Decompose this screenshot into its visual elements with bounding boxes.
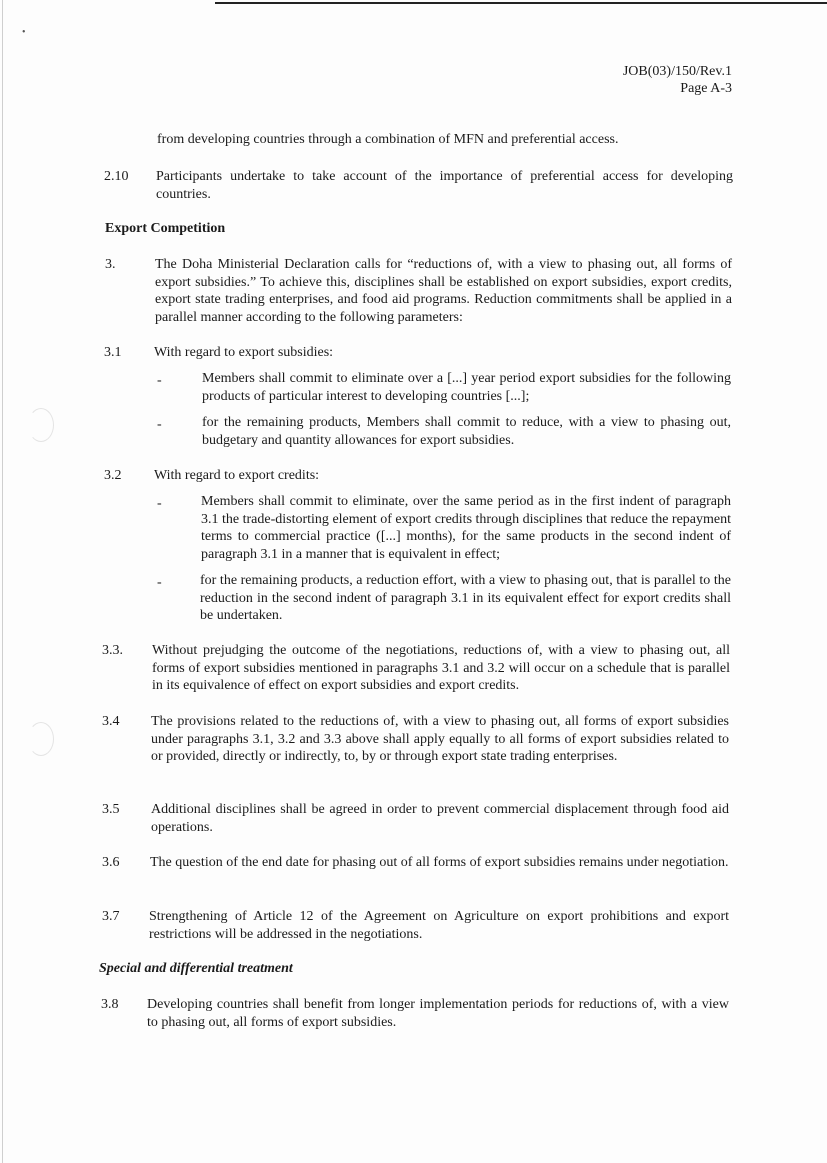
paragraph-2-10: Participants undertake to take account of the importance of preferential access for developing countries. <box>156 169 733 202</box>
page-header <box>623 63 732 97</box>
bullet-item: Members shall commit to eliminate, over the same period as in the first indent of paragraph 3.1 the trade-distorting element of export credits through disciplines that reduce the repayment terms to commercial practice ([...] months), for the same products in the second indent of paragraph 3.1 in a manner that is equivalent in effect; <box>201 494 731 562</box>
scan-speck: • <box>22 27 26 38</box>
punch-hole <box>28 722 54 756</box>
bullet-dash: - <box>157 575 162 590</box>
paragraph-number: 3.3. <box>102 643 123 658</box>
section-heading-export-competition: Export Competition <box>105 221 226 236</box>
paragraph-number: 3.5 <box>102 802 120 817</box>
paragraph-3-7: Strengthening of Article 12 of the Agreement on Agriculture on export prohibitions and export restrictions will be addressed in the negotiations. <box>149 909 729 942</box>
paragraph-number: 3. <box>105 257 116 272</box>
top-rule <box>215 2 827 4</box>
paragraph-number: 3.1 <box>104 345 122 360</box>
document-symbol: JOB(03)/150/Rev.1 <box>622 64 732 79</box>
paragraph-number: 3.8 <box>101 997 119 1012</box>
bullet-item: for the remaining products, a reduction effort, with a view to phasing out, that is parallel to the reduction in the second indent of paragraph 3.1 in its equivalent effect for export credits shall be undertaken. <box>200 573 731 623</box>
punch-hole <box>28 408 54 442</box>
paragraph-number: 3.4 <box>102 714 120 729</box>
bullet-item: for the remaining products, Members shall commit to reduce, with a view to phasing out, budgetary and quantity allowances for export subsidies. <box>202 415 731 448</box>
paragraph-number: 3.7 <box>102 909 120 924</box>
paragraph-number: 3.6 <box>102 855 120 870</box>
bullet-item: Members shall commit to eliminate over a [...] year period export subsidies for the following products of particular interest to developing countries [...]; <box>202 371 731 404</box>
scan-edge <box>2 0 3 1163</box>
page-number: Page A-3 <box>680 81 732 96</box>
paragraph-3-2: With regard to export credits: <box>154 468 320 483</box>
paragraph-3-6: The question of the end date for phasing out of all forms of export subsidies remains under negotiation. <box>150 855 729 870</box>
paragraph-number: 2.10 <box>104 169 129 184</box>
bullet-dash: - <box>157 496 162 511</box>
paragraph-number: 3.2 <box>104 468 122 483</box>
paragraph-3-5: Additional disciplines shall be agreed in order to prevent commercial displacement through food aid operations. <box>151 802 729 835</box>
bullet-dash: - <box>157 373 162 388</box>
bullet-dash: - <box>157 417 162 432</box>
paragraph-3: The Doha Ministerial Declaration calls for “reductions of, with a view to phasing out, all forms of export subsidies.” To achieve this, disciplines shall be established on export subsidies, export credits, export state trading enterprises, and food aid programs. Reduction commitments shall be applied in a parallel manner according to the following parameters: <box>155 257 732 325</box>
paragraph-3-1: With regard to export subsidies: <box>154 345 334 360</box>
paragraph-3-8: Developing countries shall benefit from longer implementation periods for reductions of, with a view to phasing out, all forms of export subsidies. <box>147 997 729 1030</box>
paragraph-3-4: The provisions related to the reductions of, with a view to phasing out, all forms of export subsidies under paragraphs 3.1, 3.2 and 3.3 above shall apply equally to all forms of export subsidies related to or provided, directly or indirectly, to, by or through export state trading enterprises. <box>151 714 729 764</box>
section-heading-special-differential: Special and differential treatment <box>99 961 293 976</box>
paragraph-3-3: Without prejudging the outcome of the negotiations, reductions of, with a view to phasing out, all forms of export subsidies mentioned in paragraphs 3.1 and 3.2 will occur on a schedule that is parallel in its equivalence of effect on export subsidies and export credits. <box>152 643 730 693</box>
continuation-text: from developing countries through a combination of MFN and preferential access. <box>157 132 619 147</box>
